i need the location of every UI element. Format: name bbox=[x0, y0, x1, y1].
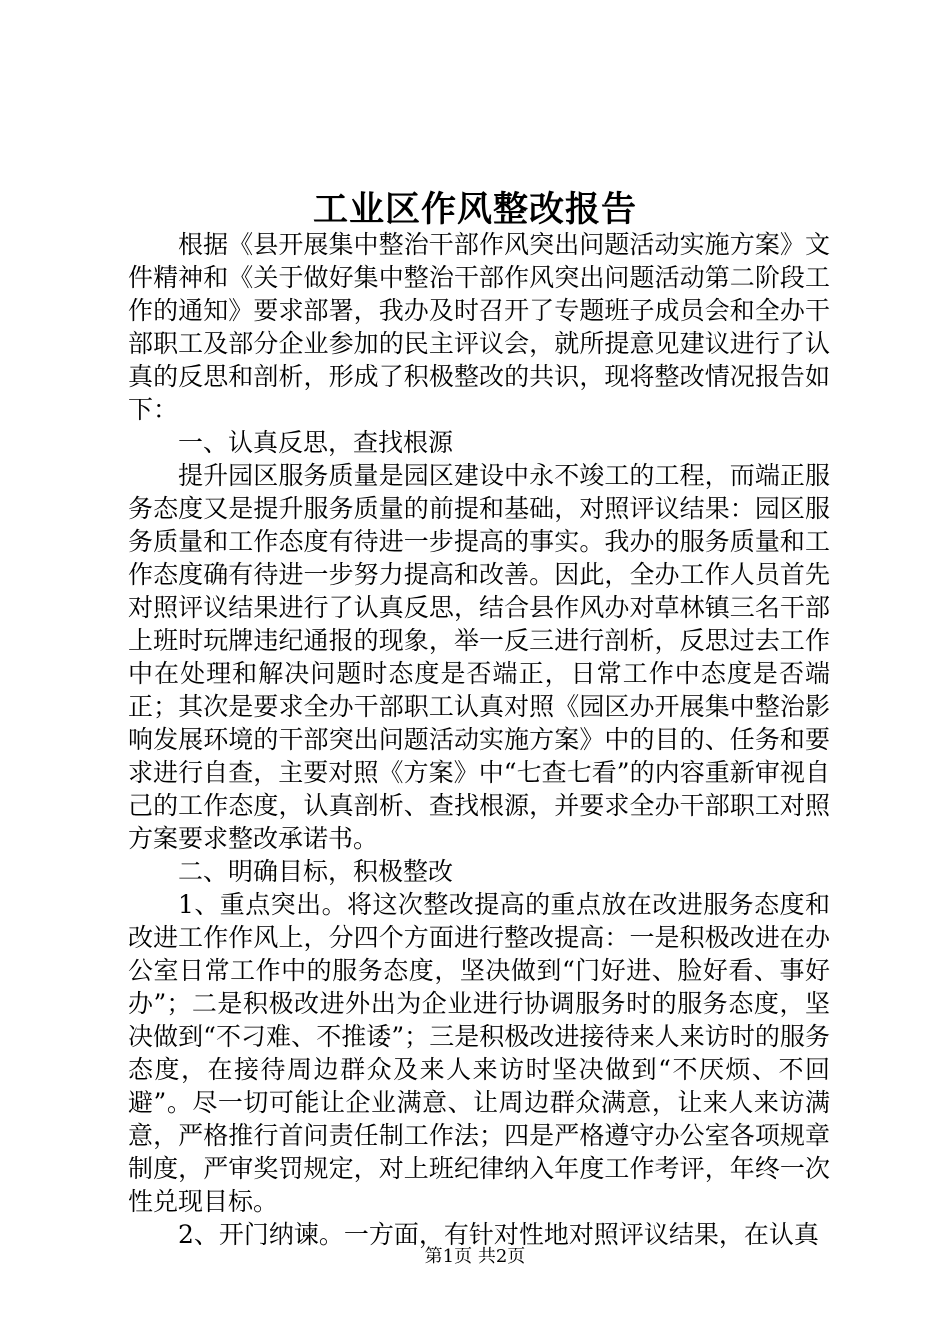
section-heading-2: 二、明确目标，积极整改 bbox=[178, 857, 454, 886]
item-1-paragraph: 1、重点突出。将这次整改提高的重点放在改进服务态度和改进工作作风上，分四个方面进行整改提高：一是积极改进在办公室日常工作中的服务态度，坚决做到“门好进、脸好看、事好办”；二是积极改进外出为企业进行协调服务时的服务态度，坚决做到“不刁难、不推诿”；三是积极改进接待来人来访时的服务态度，在接待周边群众及来人来访时坚决做到“不厌烦、不回避”。尽一切可能让企业满意、让周边群众满意，让来人来访满意，严格推行首问责任制工作法；四是严格遵守办公室各项规章制度，严审奖罚规定，对上班纪律纳入年度工作考评，年终一次性兑现目标。 bbox=[128, 890, 830, 1216]
page-footer: 第1页 共2页 bbox=[424, 1246, 526, 1267]
intro-paragraph: 根据《县开展集中整治干部作风突出问题活动实施方案》文件精神和《关于做好集中整治干部作风突出问题活动第二阶段工作的通知》要求部署，我办及时召开了专题班子成员会和全办干部职工及部分企业参加的民主评议会，就所提意见建议进行了认真的反思和剖析，形成了积极整改的共识，现将整改情况报告如下： bbox=[128, 230, 830, 424]
item-2-paragraph: 2、开门纳谏。一方面，有针对性地对照评议结果，在认真 bbox=[178, 1220, 819, 1249]
document-body bbox=[128, 228, 830, 1251]
section-heading-1: 一、认真反思，查找根源 bbox=[178, 428, 454, 457]
section-1-paragraph: 提升园区服务质量是园区建设中永不竣工的工程，而端正服务态度又是提升服务质量的前提和基础，对照评议结果：园区服务质量和工作态度有待进一步提高的事实。我办的服务质量和工作态度确有待进一步努力提高和改善。因此，全办工作人员首先对照评议结果进行了认真反思，结合县作风办对草林镇三名干部上班时玩牌违纪通报的现象，举一反三进行剖析，反思过去工作中在处理和解决问题时态度是否端正，日常工作中态度是否端正；其次是要求全办干部职工认真对照《园区办开展集中整治影响发展环境的干部突出问题活动实施方案》中的目的、任务和要求进行自查，主要对照《方案》中“七查七看”的内容重新审视自己的工作态度，认真剖析、查找根源，并要求全办干部职工对照方案要求整改承诺书。 bbox=[128, 461, 830, 853]
document-title: 工业区作风整改报告 bbox=[312, 189, 637, 230]
